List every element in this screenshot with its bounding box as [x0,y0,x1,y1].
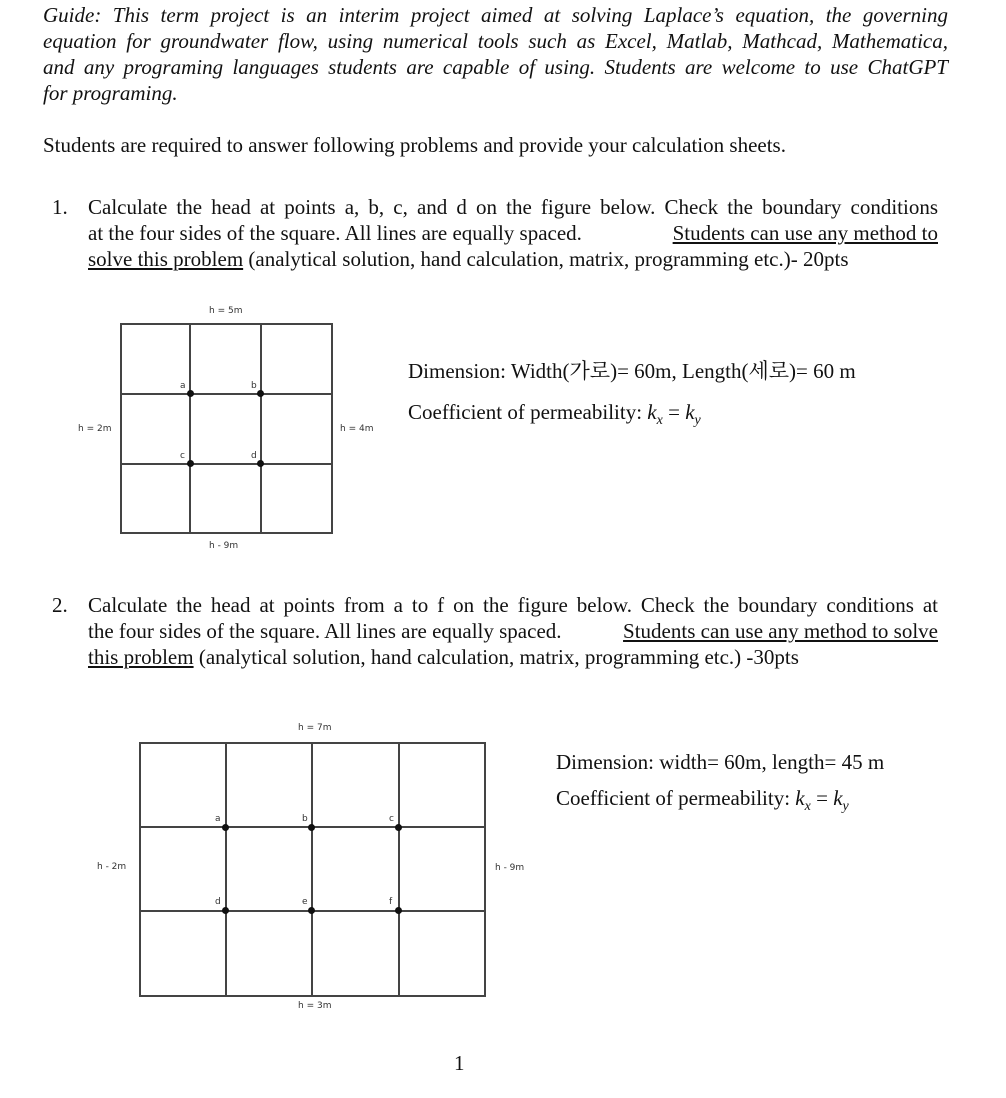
point-d-label: d [215,897,221,907]
problem-1-dimension: Dimension: Width(가로)= 60m, Length(세로)= 60 m [408,359,856,383]
bottom-boundary-label: h - 9m [209,541,239,551]
k-symbol: k [647,400,657,424]
point-d-marker [257,460,264,467]
point-b-marker [308,824,315,831]
problem-2-line-1: Calculate the head at points from a to f on the figure below. Check the boundary conditions at [88,593,938,617]
equals-sign: = [810,786,834,810]
k-subscript-y: y [694,413,701,429]
problem-2-number: 2. [52,593,68,617]
problem-1-line-2 [88,220,938,246]
problem-1-line-1: Calculate the head at points a, b, c, and d on the figure below. Check the boundary conditions [88,195,938,219]
bottom-boundary-label: h = 3m [298,1001,332,1011]
point-b-marker [257,390,264,397]
problem-2-method-note-cont: this problem [88,645,194,669]
top-boundary-label: h = 5m [209,306,243,316]
top-boundary-label: h = 7m [298,723,332,733]
point-b-label: b [302,814,308,824]
problem-2-line-2-text: the four sides of the square. All lines are equally spaced. [88,619,567,643]
k-subscript-x: x [656,413,663,429]
point-c-marker [187,460,194,467]
permeability-label: Coefficient of permeability: [408,400,648,424]
point-a-marker [187,390,194,397]
point-a-label: a [180,381,186,391]
problem-1-method-note: Students can use any method to [672,221,938,245]
guide-line-1: Guide: This term project is an interim project aimed at solving Laplace’s equation, the governing [43,3,948,27]
point-c-label: c [389,814,394,824]
problem-2-line-2 [88,618,938,644]
guide-line-2: equation for groundwater flow, using numerical tools such as Excel, Matlab, Mathcad, Mathematica, [43,29,948,53]
problem-2-permeability [556,785,849,820]
point-f-marker [395,907,402,914]
intro-text: Students are required to answer following problems and provide your calculation sheets. [43,133,786,157]
k-symbol: k [795,786,805,810]
guide-line-3: and any programing languages students are capable of using. Students are welcome to use ChatGPT [43,55,948,79]
left-boundary-label: h - 2m [97,862,127,872]
problem-1-method-note-cont: solve this problem [88,247,244,271]
point-c-marker [395,824,402,831]
guide-line-4: for programing. [43,81,178,105]
problem-2-method-note: Students can use any method to solve [623,619,938,643]
point-c-label: c [180,451,185,461]
point-e-label: e [302,897,308,907]
point-d-marker [222,907,229,914]
problem-1-permeability [408,399,701,434]
point-a-marker [222,824,229,831]
right-boundary-label: h - 9m [495,863,525,873]
problem-1-line-3 [88,246,849,272]
point-a-label: a [215,814,221,824]
problem-2-line-3-text: (analytical solution, hand calculation, matrix, programming etc.) -30pts [193,645,799,669]
point-d-label: d [251,451,257,461]
right-boundary-label: h = 4m [340,424,374,434]
point-e-marker [308,907,315,914]
problem-2-line-3 [88,644,799,670]
problem-2-dimension: Dimension: width= 60m, length= 45 m [556,750,885,774]
point-b-label: b [251,381,257,391]
k-symbol: k [685,400,695,424]
problem-1-number: 1. [52,195,68,219]
equals-sign: = [662,400,686,424]
problem-1-line-3-text: (analytical solution, hand calculation, matrix, programming etc.)- 20pts [243,247,849,271]
page-number: 1 [454,1051,465,1075]
k-subscript-x: x [804,799,811,815]
permeability-label: Coefficient of permeability: [556,786,796,810]
k-symbol: k [833,786,843,810]
point-f-label: f [389,897,393,907]
left-boundary-label: h = 2m [78,424,112,434]
problem-1-line-2-text: at the four sides of the square. All lines are equally spaced. [88,221,588,245]
k-subscript-y: y [842,799,849,815]
